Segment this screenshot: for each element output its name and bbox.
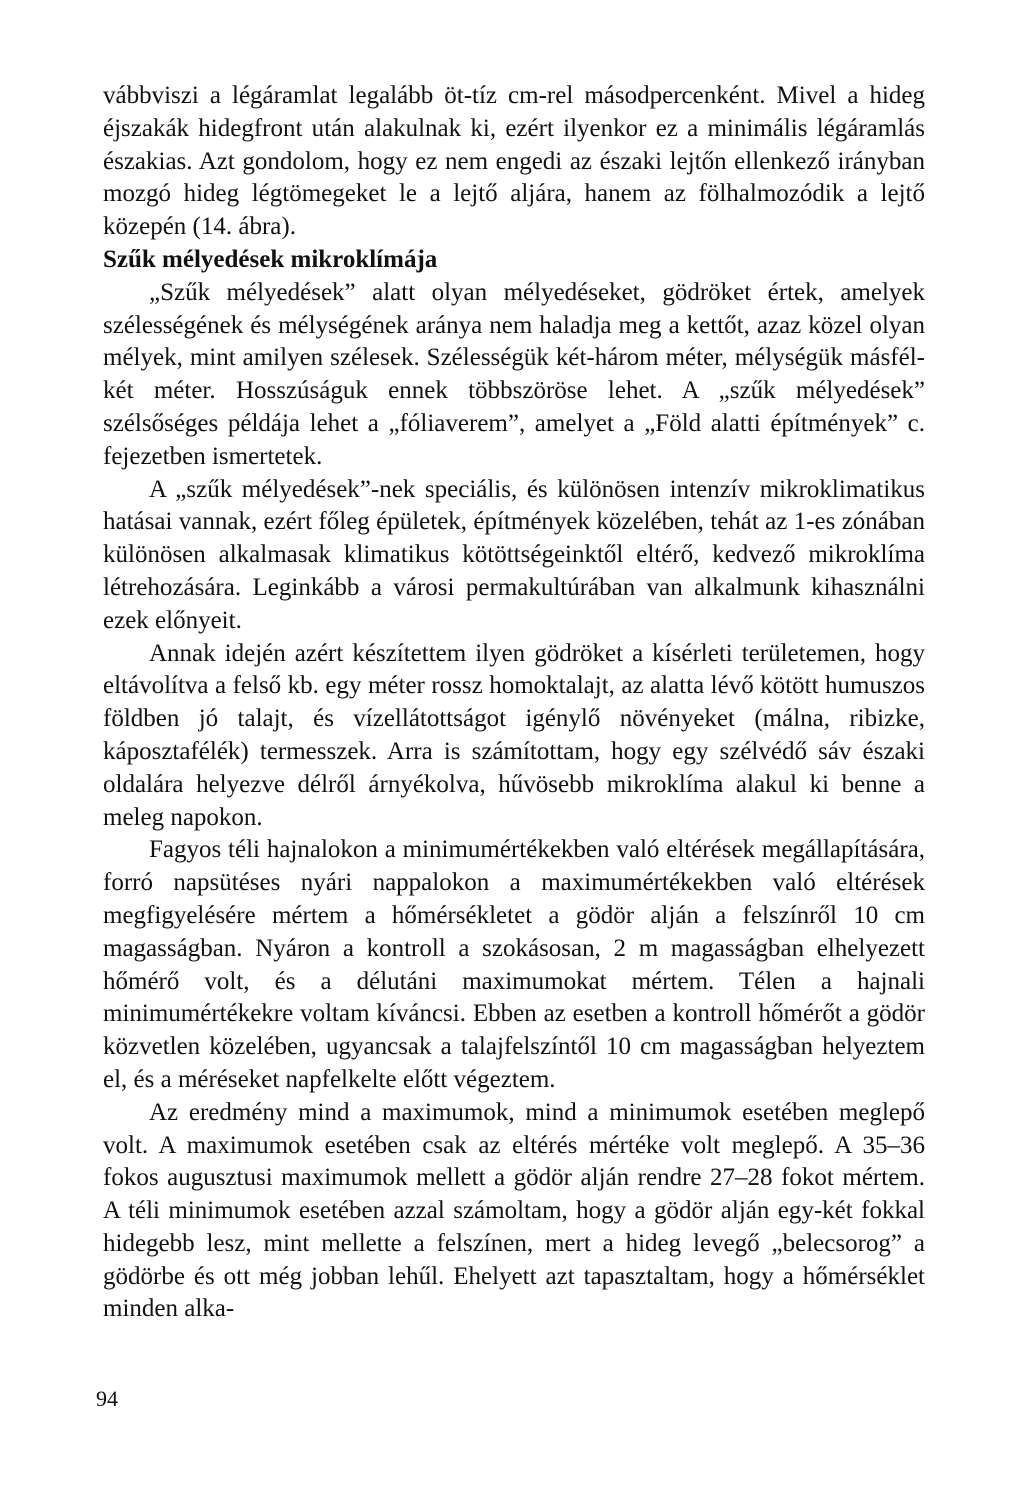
page-number: 94: [96, 1386, 118, 1411]
paragraph-results: Az eredmény mind a maximumok, mind a minimumok esetében meglepő volt. A maximumok esetében csak az eltérés mértéke volt meglepő. A 35–36 fokos augusztusi maximumok mellett a gödör alján rendre 27–28 fokot mértem. A téli minimumok esetében azzal számoltam, hogy a gödör alján egy-két fokkal hidegebb lesz, mint mellette a felszínen, mert a hideg levegő „belecsorog” a gödörbe és ott még jobban lehűl. Ehelyett azt tapasztaltam, hogy a hőmérséklet minden alka-: [103, 1098, 925, 1323]
paragraph-measurements: Fagyos téli hajnalokon a minimumértékekben való eltérések megállapítására, forró napsütéses nyári nappalokon a maximumértékekben való eltérések megfigyelésére mértem a hőmérsékletet a gödör alján a felszínről 10 cm magasságban. Nyáron a kontroll a szokásosan, 2 m magasságban elhelyezett hőmérő volt, és a délutáni maximumokat mértem. Télen a hajnali minimumértékekre voltam kíváncsi. Ebben az esetben a kontroll hőmérőt a gödör közvetlen közelében, ugyancsak a talajfelszíntől 10 cm magasságban helyeztem el, és a méréseket napfelkelte előtt végeztem.: [103, 836, 925, 1093]
section-heading: Szűk mélyedések mikroklímája: [103, 245, 438, 273]
page-body: [103, 80, 925, 1326]
paragraph-definition: „Szűk mélyedések” alatt olyan mélyedéseket, gödröket értek, amelyek szélességének és mélységének aránya nem haladja meg a kettőt, azaz közel olyan mélyek, mint amilyen szélesek. Szélességük két-három méter, mélységük másfél-két méter. Hosszúságuk ennek többszöröse lehet. A „szűk mélyedések” szélsőséges példája lehet a „fóliaverem”, amelyet a „Föld alatti építmények” c. fejezetben ismertetek.: [103, 278, 925, 470]
paragraph-continuation: vábbviszi a légáramlat legalább öt-tíz cm-rel másodpercenként. Mivel a hideg éjszakák hidegfront után alakulnak ki, ezért ilyenkor ez a minimális légáramlás északias. Azt gondolom, hogy ez nem engedi az északi lejtőn ellenkező irányban mozgó hideg légtömegeket le a lejtő aljára, hanem az fölhalmozódik a lejtő közepén (14. ábra).: [103, 82, 925, 241]
paragraph-experiment: Annak idején azért készítettem ilyen gödröket a kísérleti területemen, hogy eltávolítva a felső kb. egy méter rossz homoktalajt, az alatta lévő kötött humuszos földben jó talajt, és vízellátottságot igénylő növényeket (málna, ribizke, káposztafélék) termesszek. Arra is számítottam, hogy egy szélvédő sáv északi oldalára helyezve délről árnyékolva, hűvösebb mikroklíma alakul ki benne a meleg napokon.: [103, 639, 925, 831]
paragraph-effects: A „szűk mélyedések”-nek speciális, és különösen intenzív mikroklimatikus hatásai vannak, ezért főleg épületek, építmények közelében, tehát az 1-es zónában különösen alkalmasak klimatikus kötöttségeinktől eltérő, kedvező mikroklíma létrehozására. Leginkább a városi permakultúrában van alkalmunk kihasználni ezek előnyeit.: [103, 475, 925, 634]
